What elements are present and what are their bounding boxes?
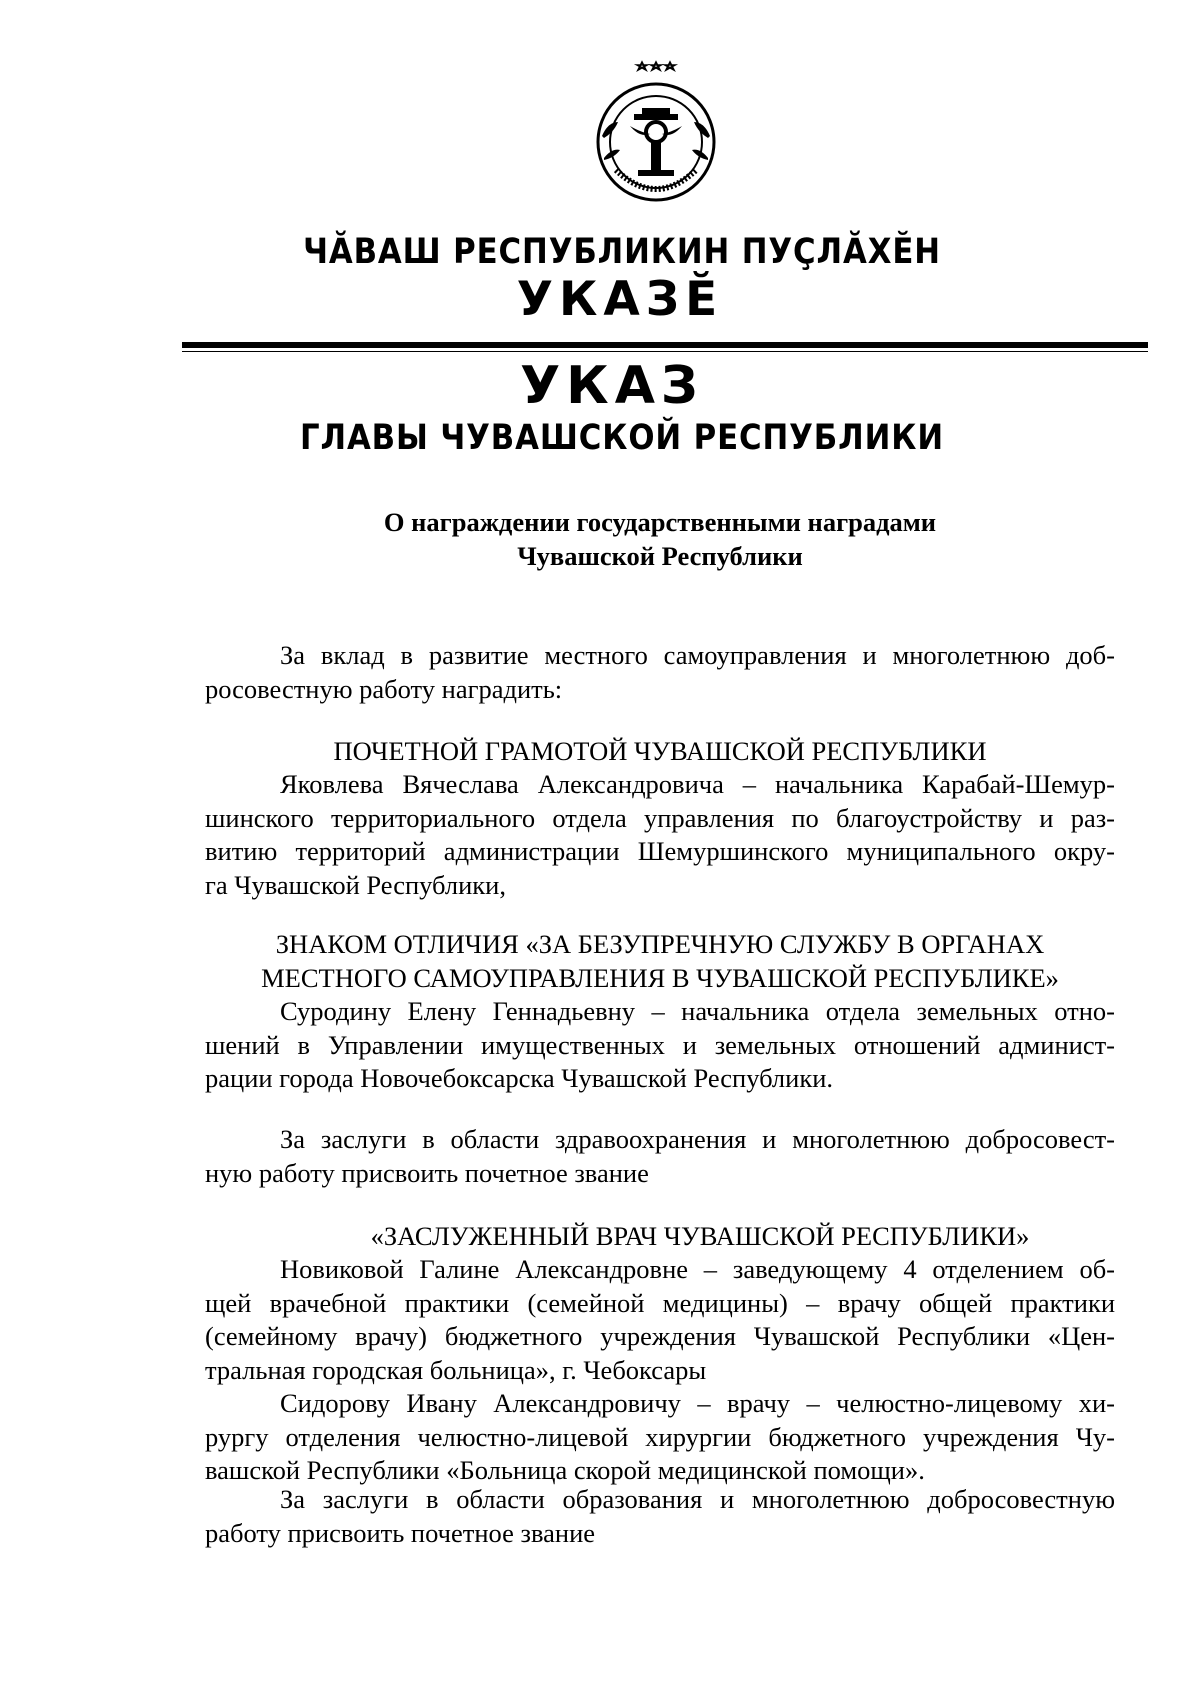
header-chuvash-title: ЧĂВАШ РЕСПУБЛИКИН ПУÇЛĂХĔН bbox=[303, 232, 941, 272]
intro1-line-2: росовестную работу наградить: bbox=[205, 673, 563, 704]
intro-local-government bbox=[205, 639, 1115, 706]
award1-line-4: га Чувашской Республики, bbox=[205, 869, 506, 900]
award2-line-2: шений в Управлении имущественных и земельных отношений админист- bbox=[205, 1029, 1115, 1060]
award3b-line-3: вашской Республики «Больница скорой медицинской помощи». bbox=[205, 1455, 925, 1485]
award1-recipient bbox=[205, 768, 1115, 902]
intro3-line-2: работу присвоить почетное звание bbox=[205, 1517, 596, 1548]
intro3-line-1: За заслуги в области образования и многолетнюю добросовестную bbox=[280, 1484, 1115, 1514]
intro2-line-1: За заслуги в области здравоохранения и многолетнюю добросовест- bbox=[280, 1124, 1115, 1154]
award1-line-3: витию территорий администрации Шемуршинского муниципального окру- bbox=[205, 836, 1115, 866]
award2-recipient bbox=[205, 995, 1115, 1096]
header-chuvash-ukaze: УКАЗĔ bbox=[516, 272, 724, 327]
intro2-line-2: ную работу присвоить почетное звание bbox=[205, 1157, 649, 1188]
award3-title: «ЗАСЛУЖЕННЫЙ ВРАЧ ЧУВАШСКОЙ РЕСПУБЛИКИ» bbox=[370, 1221, 1030, 1251]
award2-line-1: Суродину Елену Геннадьевну – начальника отдела земельных отно- bbox=[280, 996, 1115, 1026]
decree-subject bbox=[0, 505, 1200, 573]
header-russian-ukaz: УКАЗ bbox=[520, 356, 704, 416]
header-divider-thick bbox=[182, 342, 1148, 348]
award2-title bbox=[205, 928, 1115, 995]
award3a-line-3: (семейному врачу) бюджетного учреждения Чувашской Республики «Цен- bbox=[205, 1321, 1115, 1351]
award3b-line-2: рургу отделения челюстно-лицевой хирургии бюджетного учреждения Чу- bbox=[205, 1421, 1115, 1452]
award2-line-3: рации города Новочебоксарска Чувашской Республики. bbox=[205, 1063, 834, 1093]
coat-of-arms-icon bbox=[594, 58, 718, 206]
award2-title-line-2: МЕСТНОГО САМОУПРАВЛЕНИЯ В ЧУВАШСКОЙ РЕСПУБЛИКЕ» bbox=[261, 962, 1059, 993]
award3-recipients bbox=[205, 1253, 1115, 1488]
award2-title-line-1: ЗНАКОМ ОТЛИЧИЯ «ЗА БЕЗУПРЕЧНУЮ СЛУЖБУ В ОРГАНАХ bbox=[275, 929, 1045, 959]
header-russian-glavy: ГЛАВЫ ЧУВАШСКОЙ РЕСПУБЛИКИ bbox=[299, 418, 945, 458]
award1-line-1: Яковлева Вячеслава Александровича – начальника Карабай-Шемур- bbox=[280, 769, 1115, 799]
award1-line-2: шинского территориального отдела управления по благоустройству и раз- bbox=[205, 802, 1115, 833]
subject-line-2: Чувашской Республики bbox=[517, 541, 803, 571]
intro1-line-1: За вклад в развитие местного самоуправления и многолетнюю доб- bbox=[280, 640, 1115, 670]
intro-education bbox=[205, 1483, 1115, 1550]
award3a-line-1: Новиковой Галине Александровне – заведующему 4 отделением об- bbox=[280, 1254, 1115, 1284]
award1-title: ПОЧЕТНОЙ ГРАМОТОЙ ЧУВАШСКОЙ РЕСПУБЛИКИ bbox=[333, 736, 987, 766]
award3a-line-4: тральная городская больница», г. Чебоксары bbox=[205, 1354, 707, 1385]
intro-healthcare bbox=[205, 1123, 1115, 1190]
subject-line-1: О награждении государственными наградами bbox=[383, 507, 937, 537]
header-divider-thin bbox=[182, 351, 1148, 352]
award3b-line-1: Сидорову Ивану Александровичу – врачу – челюстно-лицевому хи- bbox=[280, 1388, 1115, 1418]
award3a-line-2: щей врачебной практики (семейной медицины) – врачу общей практики bbox=[205, 1287, 1115, 1318]
